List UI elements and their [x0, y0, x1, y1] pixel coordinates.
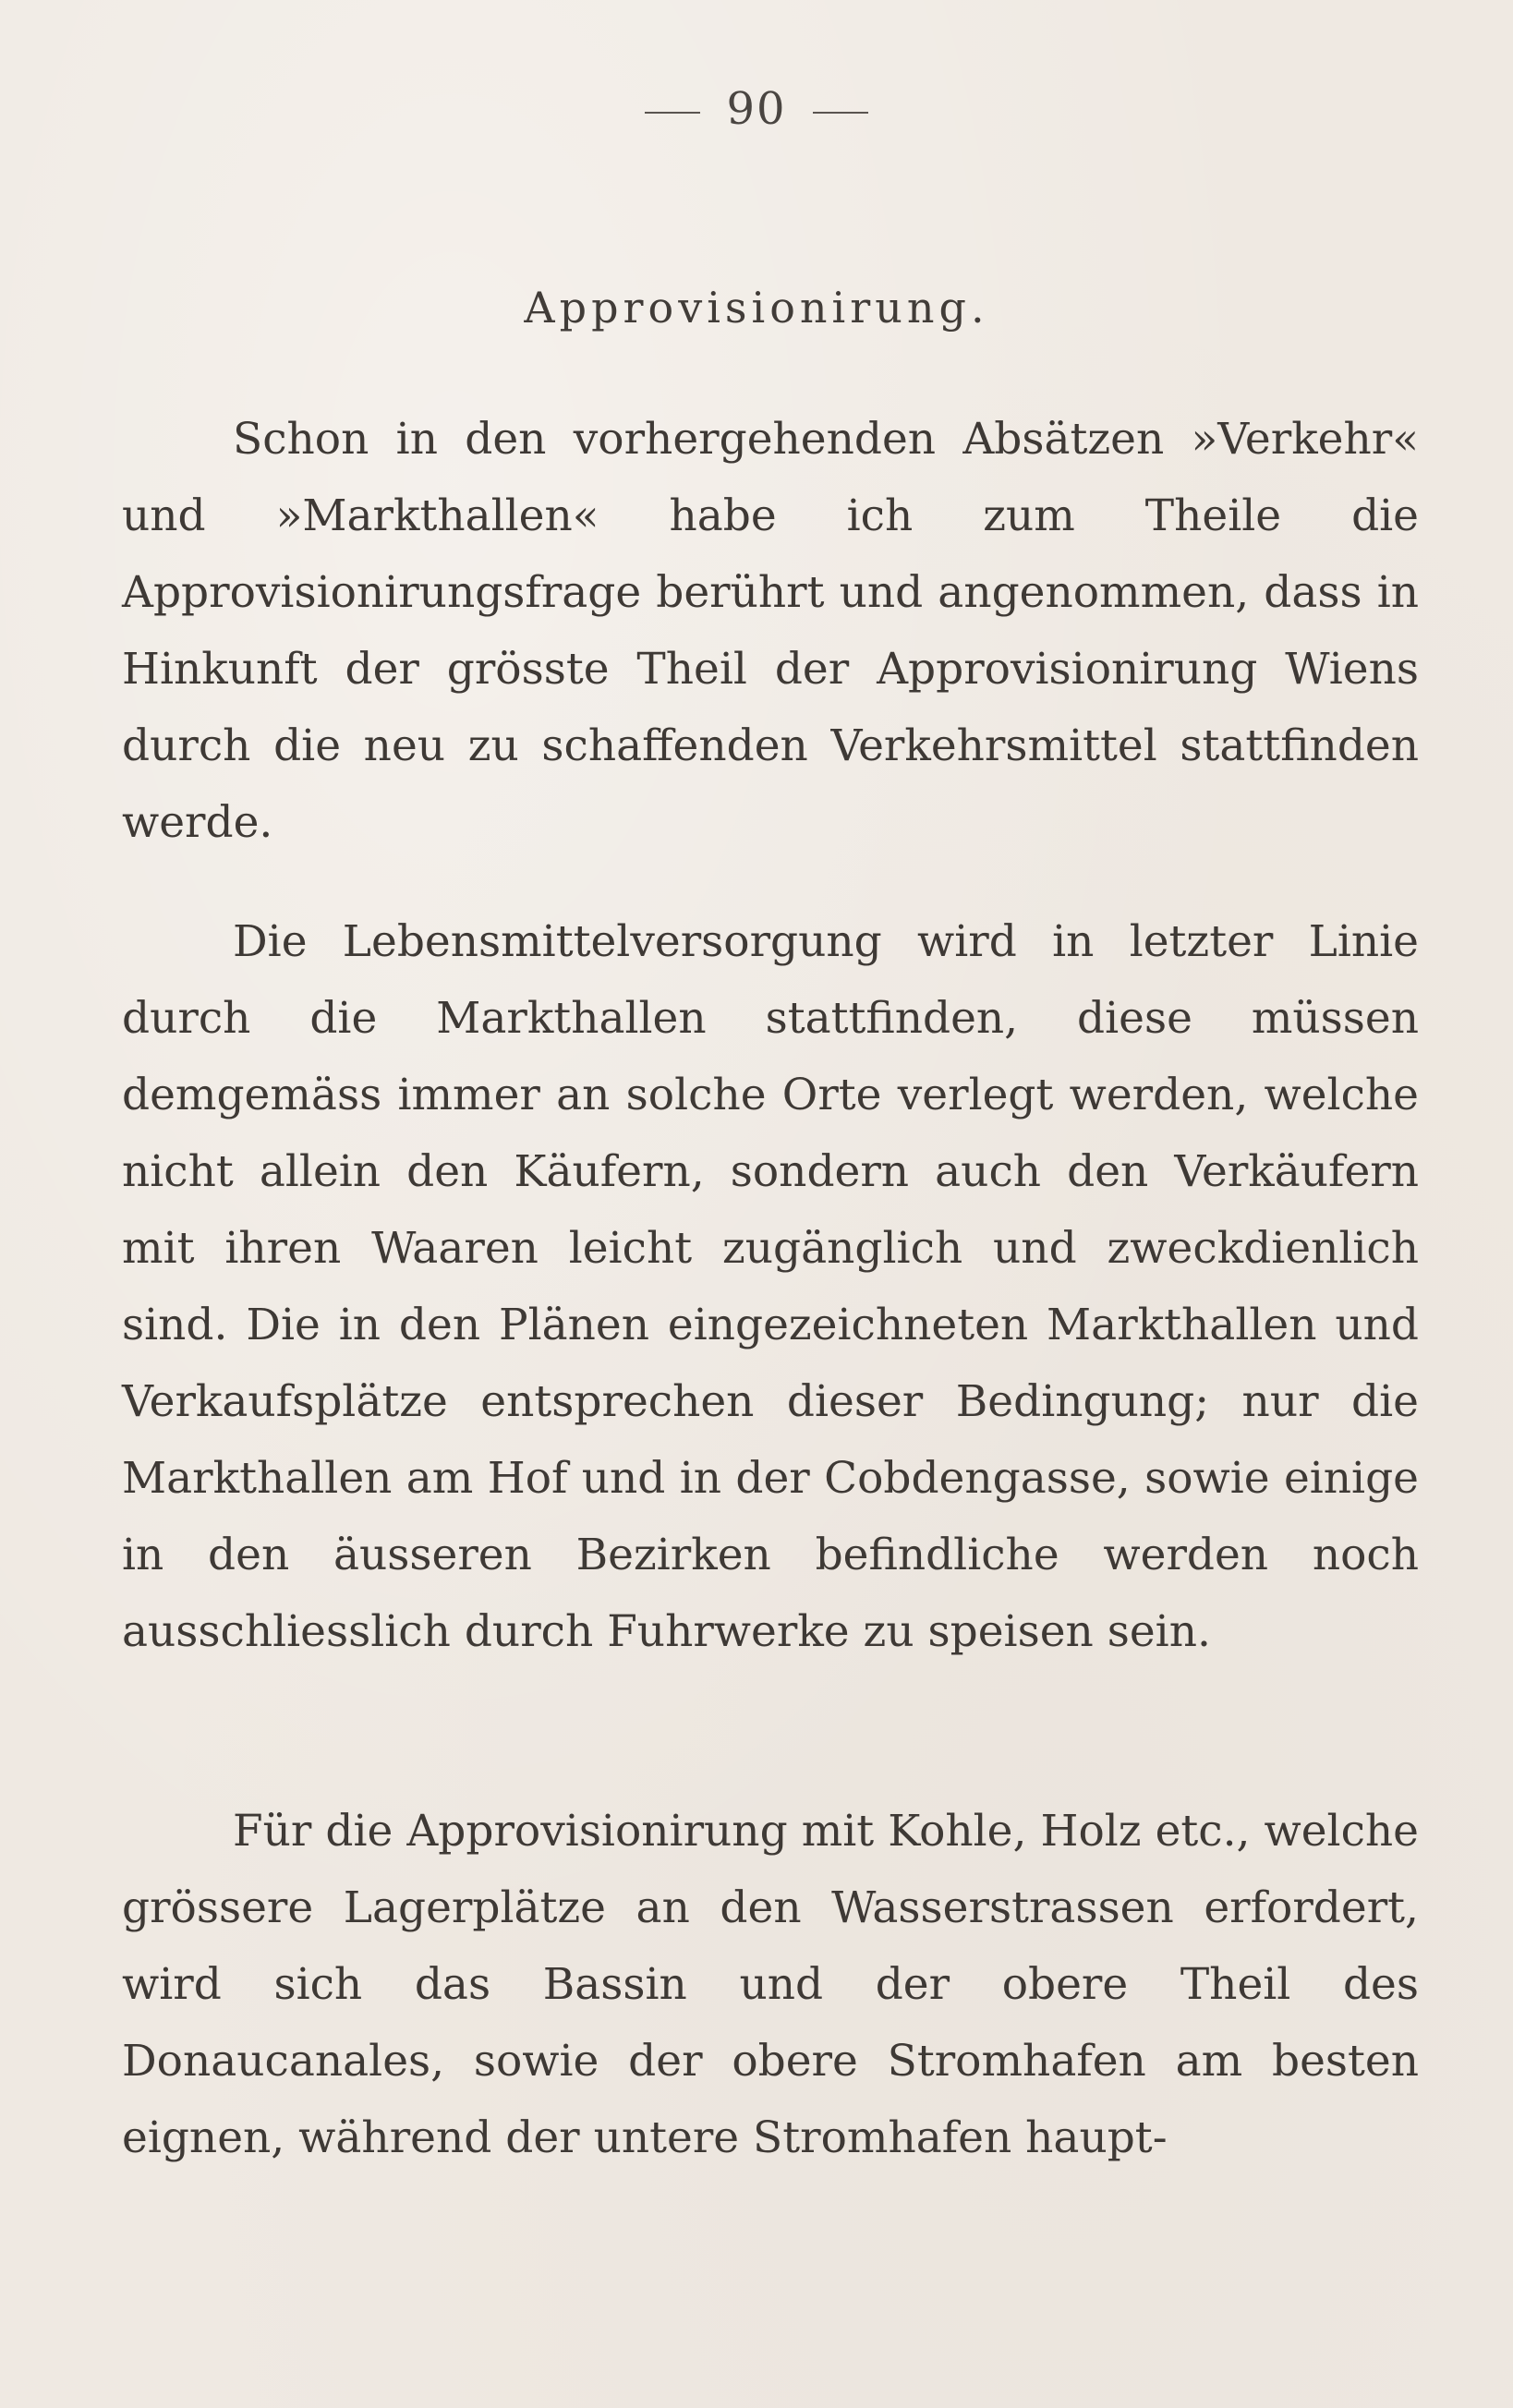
paragraph-1-block [122, 401, 1419, 861]
page-number-right-dash [813, 112, 868, 114]
page-number-left-dash [645, 112, 700, 114]
section-heading: Approvisionirung. [524, 283, 989, 333]
paragraph-3: Für die Approvisionirung mit Kohle, Holz etc., welche grössere Lagerplätze an den Wasserstrassen erfordert, wird sich das Bassin und der obere Theil des Donaucanales, sowie der obere Stromhafen am besten eignen, während der untere Stromhafen haupt- [122, 1806, 1419, 2163]
paragraph-2-block [122, 903, 1419, 1670]
paragraph-2: Die Lebensmittelversorgung wird in letzter Linie durch die Markthallen stattfinden, diese müssen demgemäss immer an solche Orte verlegt werden, welche nicht allein den Käufern, sondern auch den Verkäufern mit ihren Waaren leicht zugänglich und zweckdienlich sind. Die in den Plänen eingezeichneten Markthallen und Verkaufsplätze entsprechen dieser Bedingung; nur die Markthallen am Hof und in der Cobdengasse, sowie einige in den äusseren Bezirken befindliche werden noch ausschliesslich durch Fuhrwerke zu speisen sein. [122, 916, 1419, 1657]
paragraph-3-block [122, 1793, 1419, 2176]
paragraph-1: Schon in den vorhergehenden Absätzen »Verkehr« und »Markthallen« habe ich zum Theile die Approvisionirungsfrage berührt und angenommen, dass in Hinkunft der grösste Theil der Approvisionirung Wiens durch die neu zu schaffenden Verkehrsmittel stattfinden werde. [122, 414, 1419, 848]
page-number [0, 83, 1513, 135]
page-number-value: 90 [726, 83, 787, 135]
